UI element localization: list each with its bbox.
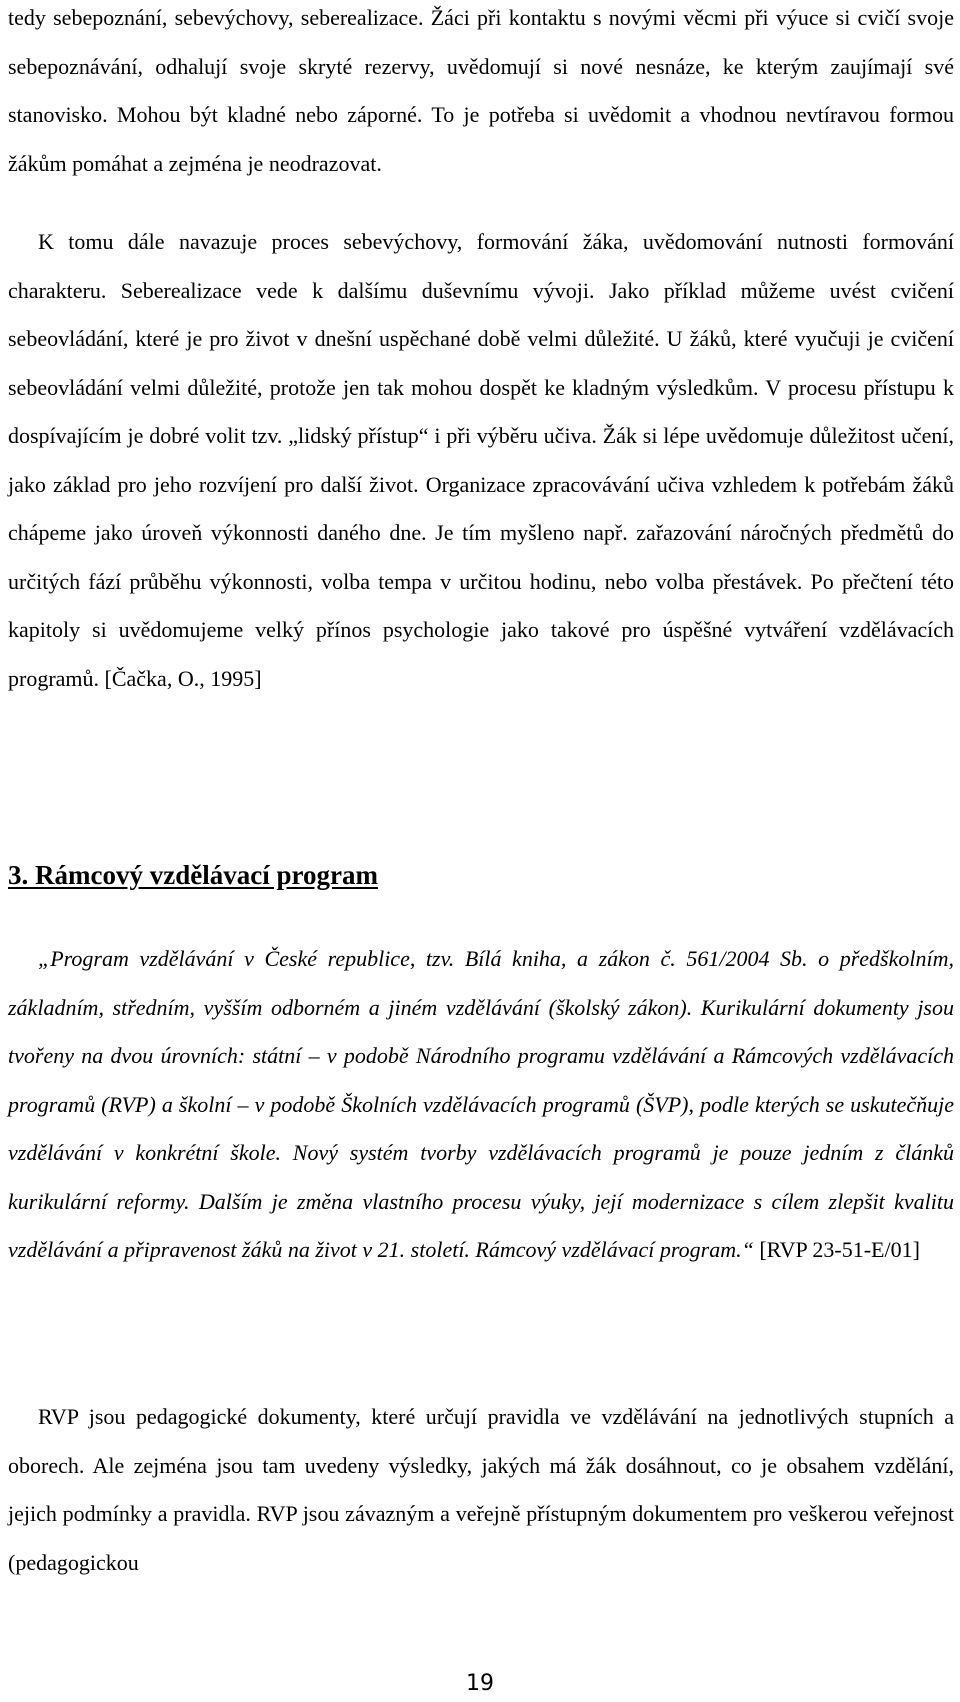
paragraph-continuation: tedy sebepoznání, sebevýchovy, seberealizace. Žáci při kontaktu s novými věcmi při výuce si cvičí svoje sebepoznávání, odhalují svoje skryté rezervy, uvědomují si nové nesnáze, ke kterým zaujímají své stanovisko. Mohou být kladné nebo záporné. To je potřeba si uvědomit a vhodnou nevtíravou formou žákům pomáhat a zejména je neodrazovat.: [8, 5, 954, 176]
section-heading: 3. Rámcový vzdělávací program: [8, 860, 378, 890]
quoted-passage: [8, 935, 954, 1275]
paragraph-rvp: RVP jsou pedagogické dokumenty, které určují pravidla ve vzdělávání na jednotlivých stupních a oborech. Ale zejména jsou tam uvedeny výsledky, jakých má žák dosáhnout, co je obsahem vzdělání, jejich podmínky a pravidla. RVP jsou závazným a veřejně přístupným dokumentem pro veškerou veřejnost (pedagogickou: [8, 1404, 954, 1575]
quote-text: „Program vzdělávání v České republice, tzv. Bílá kniha, a zákon č. 561/2004 Sb. o předškolním, základním, středním, vyšším odborném a jiném vzdělávání (školský zákon). Kurikulární dokumenty jsou tvořeny na dvou úrovních: státní – v podobě Národního programu vzdělávání a Rámcových vzdělávacích programů (RVP) a školní – v podobě Školních vzdělávacích programů (ŠVP), podle kterých se uskutečňuje vzdělávání v konkrétní škole. Nový systém tvorby vzdělávacích programů je pouze jedním z článků kurikulární reformy. Dalším je změna vlastního procesu výuky, její modernizace s cílem zlepšit kvalitu vzdělávání a připravenost žáků na život v 21. století. Rámcový vzdělávací program.“: [8, 946, 954, 1262]
quote-citation: [RVP 23-51-E/01]: [759, 1237, 920, 1262]
paragraph-self-education: K tomu dále navazuje proces sebevýchovy, formování žáka, uvědomování nutnosti formování charakteru. Seberealizace vede k dalšímu duševnímu vývoji. Jako příklad můžeme uvést cvičení sebeovládání, které je pro život v dnešní uspěchané době velmi důležité. U žáků, které vyučuji je cvičení sebeovládání velmi důležité, protože jen tak mohou dospět ke kladným výsledkům. V procesu přístupu k dospívajícím je dobré volit tzv. „lidský přístup“ i při výběru učiva. Žák si lépe uvědomuje důležitost učení, jako základ pro jeho rozvíjení pro další život. Organizace zpracovávání učiva vzhledem k potřebám žáků chápeme jako úroveň výkonnosti daného dne. Je tím myšleno např. zařazování náročných předmětů do určitých fází průběhu výkonnosti, volba tempa v určitou hodinu, nebo volba přestávek. Po přečtení této kapitoly si uvědomujeme velký přínos psychologie jako takové pro úspěšné vytváření vzdělávacích programů. [Čačka, O., 1995]: [8, 229, 954, 691]
page-number: 19: [466, 1671, 494, 1696]
